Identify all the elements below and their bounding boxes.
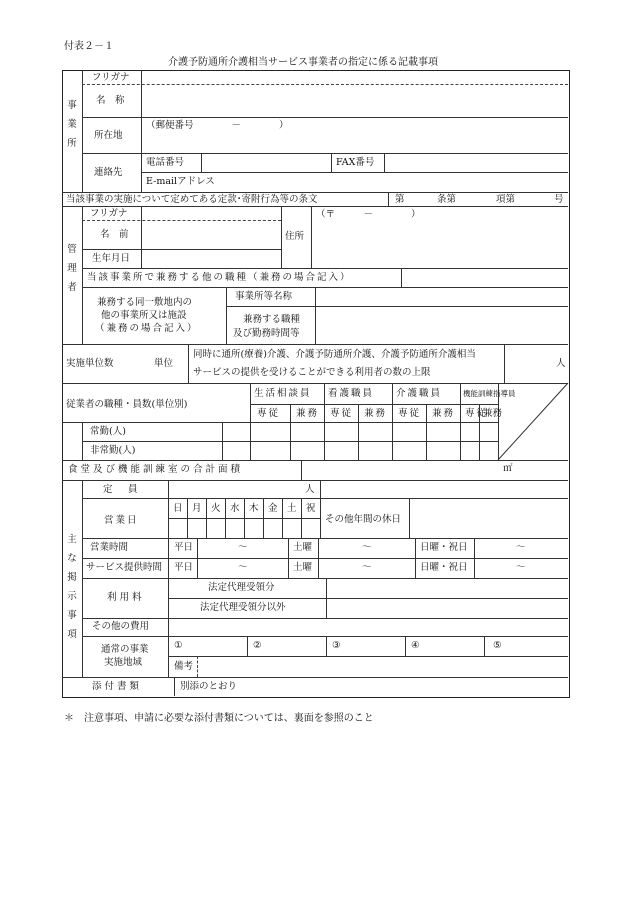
nurse-sen: 専従	[330, 408, 354, 419]
manager-concurrent-label: 当該事業所で兼務する他の職種（兼務の場合記入）	[87, 272, 352, 283]
parttime-label: 非常勤(人)	[90, 445, 136, 456]
posted-section-label: 主な掲示事項	[67, 534, 77, 640]
appendix-number: 付表２－１	[64, 41, 114, 52]
trainer-ken: 兼務	[483, 408, 503, 419]
day-mon: 月	[192, 503, 202, 514]
office-fax-label: FAX番号	[336, 157, 375, 168]
area-label: 食堂及び機能訓練室の合計面積	[68, 464, 244, 475]
region-label-2: 実施地域	[104, 657, 143, 668]
form-title: 介護予防通所介護相当サービス事業者の指定に係る記載事項	[168, 57, 438, 68]
fee-other-label: 法定代理受領分以外	[200, 602, 286, 613]
business-days-label: 営業日	[104, 515, 139, 526]
office-name-label: 名 称	[96, 95, 125, 106]
attachments-value: 別添のとおり	[180, 681, 238, 692]
manager-name-label: 名 前	[100, 229, 129, 240]
col-nurse: 看護職員	[328, 388, 375, 399]
service-weekday-tilde: ～	[238, 562, 248, 573]
unit-count-label: 実施単位数	[66, 358, 114, 369]
col-life-counselor: 生活相談員	[254, 388, 312, 399]
service-sunday-tilde: ～	[516, 562, 526, 573]
trainer-sen: 専従	[465, 408, 489, 419]
service-saturday-tilde: ～	[362, 562, 372, 573]
day-sat: 土	[287, 503, 297, 514]
day-fri: 金	[268, 503, 278, 514]
office-postal-code: （郵便番号 － ）	[146, 120, 289, 131]
office-furigana-label: フリガナ	[92, 72, 130, 83]
service-saturday: 土曜	[293, 562, 313, 573]
business-hours-label: 営業時間	[90, 542, 129, 553]
life-counselor-sen: 専従	[257, 408, 281, 419]
region-3: ③	[332, 640, 341, 651]
manager-furigana-label: フリガナ	[90, 208, 128, 219]
fee-label: 利用料	[107, 592, 145, 603]
articles-jou: 条第	[437, 194, 457, 205]
articles-gou: 号	[554, 194, 564, 205]
unit-suffix: 単位	[154, 358, 174, 369]
life-counselor-ken: 兼務	[296, 408, 320, 419]
other-site-label-3: （兼務の場合記入）	[95, 323, 199, 334]
other-site-label-1: 兼務する同一敷地内の	[97, 297, 193, 308]
capacity-limit-line-2: サービスの提供を受けることができる利用者の数の上限	[193, 367, 431, 378]
manager-section-label: 管理者	[67, 244, 77, 293]
manager-postal-code: （〒 － ）	[316, 209, 421, 220]
hours-sunday: 日曜・祝日	[420, 542, 468, 553]
articles-label: 当該事業の実施について定めてある定款･寄附行為等の条文	[66, 194, 318, 205]
col-care-worker: 介護職員	[396, 388, 443, 399]
capacity-label: 定 員	[103, 484, 141, 495]
office-address-label: 所在地	[94, 130, 123, 141]
office-phone-label: 電話番号	[146, 157, 185, 168]
duty-label-2: 及び勤務時間等	[233, 328, 300, 339]
day-holiday: 祝	[306, 503, 316, 514]
care-worker-ken: 兼務	[432, 408, 456, 419]
capacity-limit-unit: 人	[556, 358, 566, 369]
office-section-label: 事業所	[67, 100, 77, 149]
region-label-1: 通常の事業	[101, 644, 149, 655]
manager-address-label: 住所	[285, 231, 305, 242]
region-4: ④	[411, 640, 420, 651]
fee-legal-label: 法定代理受領分	[208, 582, 275, 593]
hours-weekday-tilde: ～	[238, 542, 248, 553]
region-2: ②	[253, 640, 262, 651]
hours-weekday: 平日	[174, 542, 194, 553]
footnote: ＊ 注意事項、申請に必要な添付書類については、裏面を参照のこと	[64, 713, 374, 724]
day-wed: 水	[230, 503, 240, 514]
service-weekday: 平日	[174, 562, 194, 573]
articles-dai: 第	[395, 194, 405, 205]
hours-saturday-tilde: ～	[362, 542, 372, 553]
attachments-label: 添付書類	[92, 681, 143, 692]
region-5: ⑤	[493, 640, 502, 651]
service-hours-label: サービス提供時間	[86, 562, 163, 573]
staff-label: 従業者の職種・員数(単位別)	[66, 399, 188, 410]
hours-sunday-tilde: ～	[516, 542, 526, 553]
site-name-label: 事業所等名称	[235, 291, 293, 302]
hours-saturday: 土曜	[293, 542, 313, 553]
other-site-label-2: 他の事業所又は施設	[101, 310, 187, 321]
capacity-limit-line-1: 同時に通所(療養)介護、介護予防通所介護、介護予防通所介護相当	[193, 349, 476, 360]
col-function-trainer: 機能訓練指導員	[463, 389, 516, 398]
duty-label-1: 兼務する職種	[243, 314, 301, 325]
other-fees-label: その他の費用	[92, 621, 150, 632]
office-email-label: E-mailアドレス	[146, 176, 215, 187]
region-1: ①	[174, 640, 183, 651]
annual-holidays-label: その他年間の休日	[325, 514, 402, 525]
day-sun: 日	[173, 503, 183, 514]
care-worker-sen: 専従	[398, 408, 422, 419]
capacity-unit: 人	[305, 484, 315, 495]
service-sunday: 日曜・祝日	[420, 562, 468, 573]
area-unit: ㎡	[503, 463, 513, 474]
fulltime-label: 常勤(人)	[90, 426, 126, 437]
manager-birthdate-label: 生年月日	[92, 253, 131, 264]
day-tue: 火	[211, 503, 221, 514]
day-thu: 木	[249, 503, 259, 514]
remarks-label: 備考	[174, 661, 194, 672]
office-contact-label: 連絡先	[94, 167, 123, 178]
nurse-ken: 兼務	[364, 408, 388, 419]
articles-kou: 項第	[496, 194, 516, 205]
